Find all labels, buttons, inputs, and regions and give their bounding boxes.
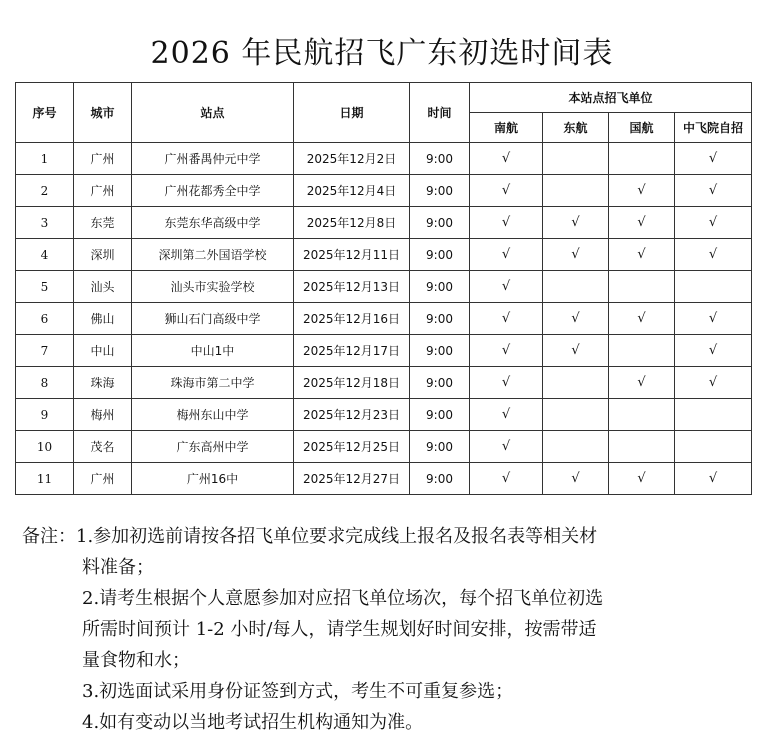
check-mark-icon: √	[708, 151, 718, 166]
table-row	[16, 143, 752, 175]
cell-seq: 2	[16, 175, 74, 207]
cell-unit-2	[609, 175, 675, 207]
note-item-1	[22, 521, 752, 552]
check-mark-icon: √	[501, 151, 511, 166]
cell-unit-1	[543, 143, 609, 175]
schedule-table	[15, 82, 752, 495]
cell-unit-3	[675, 399, 752, 431]
check-mark-icon: √	[637, 375, 646, 390]
cell-unit-1	[543, 335, 609, 367]
cell-city: 佛山	[74, 303, 132, 335]
note-line: 4.如有变动以当地考试招生机构通知为准。	[82, 712, 424, 733]
check-mark-icon: √	[637, 215, 646, 230]
page-title: 2026 年民航招飞广东初选时间表	[150, 36, 614, 71]
cell-unit-2	[609, 367, 675, 399]
cell-date: 2025年12月27日	[294, 463, 410, 495]
check-mark-icon: √	[637, 247, 646, 262]
cell-unit-2	[609, 207, 675, 239]
check-mark-icon: √	[571, 215, 580, 230]
cell-unit-0	[470, 431, 543, 463]
cell-seq: 8	[16, 367, 74, 399]
check-mark-icon: √	[501, 279, 511, 294]
table-row	[16, 303, 752, 335]
cell-city: 广州	[74, 143, 132, 175]
table-row	[16, 239, 752, 271]
note-line: 2.请考生根据个人意愿参加对应招飞单位场次，每个招飞单位初选	[82, 588, 604, 609]
check-mark-icon: √	[708, 311, 718, 326]
cell-time: 9:00	[410, 207, 470, 239]
cell-unit-0	[470, 463, 543, 495]
cell-unit-1	[543, 175, 609, 207]
cell-date: 2025年12月11日	[294, 239, 410, 271]
cell-unit-3	[675, 367, 752, 399]
cell-date: 2025年12月17日	[294, 335, 410, 367]
cell-unit-2	[609, 431, 675, 463]
cell-date: 2025年12月8日	[294, 207, 410, 239]
cell-time: 9:00	[410, 463, 470, 495]
cell-unit-2	[609, 399, 675, 431]
cell-unit-0	[470, 239, 543, 271]
check-mark-icon: √	[571, 247, 580, 262]
cell-seq: 6	[16, 303, 74, 335]
cell-unit-3	[675, 175, 752, 207]
cell-site: 汕头市实验学校	[132, 271, 294, 303]
cell-date: 2025年12月23日	[294, 399, 410, 431]
cell-city: 广州	[74, 175, 132, 207]
table-row	[16, 399, 752, 431]
cell-unit-3	[675, 335, 752, 367]
note-line	[22, 614, 752, 645]
cell-unit-1	[543, 271, 609, 303]
check-mark-icon: √	[637, 311, 646, 326]
cell-seq: 3	[16, 207, 74, 239]
cell-unit-2	[609, 271, 675, 303]
cell-unit-1	[543, 207, 609, 239]
check-mark-icon: √	[571, 311, 580, 326]
cell-site: 东莞东华高级中学	[132, 207, 294, 239]
cell-seq: 4	[16, 239, 74, 271]
cell-seq: 1	[16, 143, 74, 175]
cell-unit-3	[675, 463, 752, 495]
cell-unit-0	[470, 175, 543, 207]
header-seq: 序号	[16, 83, 74, 143]
cell-site: 梅州东山中学	[132, 399, 294, 431]
cell-city: 茂名	[74, 431, 132, 463]
cell-unit-0	[470, 207, 543, 239]
cell-unit-0	[470, 367, 543, 399]
cell-unit-0	[470, 271, 543, 303]
check-mark-icon: √	[637, 471, 646, 486]
cell-time: 9:00	[410, 271, 470, 303]
cell-site: 深圳第二外国语学校	[132, 239, 294, 271]
table-row	[16, 207, 752, 239]
cell-seq: 10	[16, 431, 74, 463]
table-body	[16, 143, 752, 495]
note-line: 3.初选面试采用身份证签到方式，考生不可重复参选；	[82, 681, 514, 702]
cell-unit-1	[543, 303, 609, 335]
cell-unit-2	[609, 143, 675, 175]
check-mark-icon: √	[501, 247, 511, 262]
cell-city: 东莞	[74, 207, 132, 239]
cell-site: 珠海市第二中学	[132, 367, 294, 399]
check-mark-icon: √	[708, 215, 718, 230]
cell-unit-1	[543, 239, 609, 271]
cell-city: 中山	[74, 335, 132, 367]
cell-seq: 9	[16, 399, 74, 431]
cell-date: 2025年12月18日	[294, 367, 410, 399]
check-mark-icon: √	[501, 311, 511, 326]
header-city: 城市	[74, 83, 132, 143]
cell-time: 9:00	[410, 431, 470, 463]
notes-section	[22, 521, 752, 738]
cell-unit-2	[609, 335, 675, 367]
table-row	[16, 271, 752, 303]
cell-unit-1	[543, 463, 609, 495]
cell-unit-3	[675, 431, 752, 463]
cell-unit-2	[609, 239, 675, 271]
cell-unit-3	[675, 303, 752, 335]
cell-city: 汕头	[74, 271, 132, 303]
cell-unit-2	[609, 303, 675, 335]
table-row	[16, 335, 752, 367]
cell-unit-1	[543, 431, 609, 463]
cell-time: 9:00	[410, 399, 470, 431]
cell-date: 2025年12月13日	[294, 271, 410, 303]
note-line: 量食物和水；	[82, 650, 190, 671]
cell-city: 梅州	[74, 399, 132, 431]
cell-unit-0	[470, 399, 543, 431]
table-row	[16, 463, 752, 495]
cell-site: 广州花都秀全中学	[132, 175, 294, 207]
cell-seq: 11	[16, 463, 74, 495]
header-time: 时间	[410, 83, 470, 143]
note-line: 1.参加初选前请按各招飞单位要求完成线上报名及报名表等相关材	[76, 526, 598, 547]
header-site: 站点	[132, 83, 294, 143]
cell-date: 2025年12月25日	[294, 431, 410, 463]
cell-date: 2025年12月16日	[294, 303, 410, 335]
check-mark-icon: √	[708, 343, 718, 358]
check-mark-icon: √	[501, 375, 511, 390]
check-mark-icon: √	[708, 247, 718, 262]
table-row	[16, 431, 752, 463]
check-mark-icon: √	[501, 183, 511, 198]
cell-date: 2025年12月2日	[294, 143, 410, 175]
header-unit-southern: 南航	[470, 113, 543, 143]
cell-unit-3	[675, 271, 752, 303]
check-mark-icon: √	[501, 439, 511, 454]
cell-time: 9:00	[410, 367, 470, 399]
check-mark-icon: √	[637, 183, 646, 198]
cell-seq: 7	[16, 335, 74, 367]
cell-unit-0	[470, 143, 543, 175]
cell-site: 广州16中	[132, 463, 294, 495]
table-row	[16, 175, 752, 207]
cell-time: 9:00	[410, 335, 470, 367]
check-mark-icon: √	[501, 471, 511, 486]
header-unit-airchina: 国航	[609, 113, 675, 143]
cell-city: 广州	[74, 463, 132, 495]
header-unit-eastern: 东航	[543, 113, 609, 143]
cell-city: 珠海	[74, 367, 132, 399]
header-units-group: 本站点招飞单位	[470, 83, 752, 113]
check-mark-icon: √	[501, 407, 511, 422]
cell-unit-3	[675, 207, 752, 239]
cell-site: 狮山石门高级中学	[132, 303, 294, 335]
check-mark-icon: √	[501, 215, 511, 230]
table-row	[16, 367, 752, 399]
cell-time: 9:00	[410, 239, 470, 271]
check-mark-icon: √	[571, 471, 580, 486]
cell-site: 中山1中	[132, 335, 294, 367]
header-unit-cafuc: 中飞院自招	[675, 113, 752, 143]
cell-seq: 5	[16, 271, 74, 303]
check-mark-icon: √	[501, 343, 511, 358]
check-mark-icon: √	[708, 375, 718, 390]
cell-unit-0	[470, 335, 543, 367]
check-mark-icon: √	[571, 343, 580, 358]
cell-city: 深圳	[74, 239, 132, 271]
cell-site: 广州番禺仲元中学	[132, 143, 294, 175]
note-line-text: 所需时间预计 1-2 小时/每人，请学生规划好时间安排，按需带适	[82, 619, 597, 640]
cell-time: 9:00	[410, 303, 470, 335]
header-date: 日期	[294, 83, 410, 143]
cell-unit-0	[470, 303, 543, 335]
cell-unit-3	[675, 143, 752, 175]
note-line: 料准备；	[82, 557, 154, 578]
check-mark-icon: √	[708, 471, 718, 486]
cell-time: 9:00	[410, 175, 470, 207]
cell-unit-2	[609, 463, 675, 495]
cell-unit-3	[675, 239, 752, 271]
notes-label: 备注：	[22, 526, 76, 547]
cell-time: 9:00	[410, 143, 470, 175]
cell-date: 2025年12月4日	[294, 175, 410, 207]
cell-site: 广东高州中学	[132, 431, 294, 463]
cell-unit-1	[543, 399, 609, 431]
check-mark-icon: √	[708, 183, 718, 198]
cell-unit-1	[543, 367, 609, 399]
